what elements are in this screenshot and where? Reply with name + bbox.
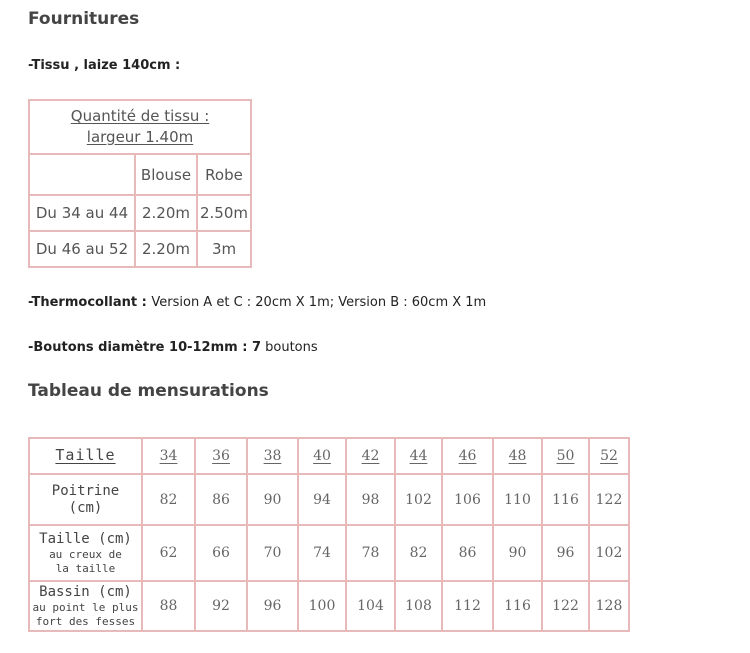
table-row	[29, 474, 629, 525]
table-row	[29, 525, 629, 581]
row-label-hips: Bassin (cm) au point le plus fort des fesses	[29, 581, 142, 631]
size-header-cell: 44	[395, 438, 442, 474]
fabric-row-label: Du 46 au 52	[29, 231, 135, 267]
measure-cell: 86	[195, 474, 247, 525]
measure-cell: 100	[298, 581, 346, 631]
measure-cell: 106	[442, 474, 493, 525]
fabric-value: 2.50m	[197, 195, 251, 231]
interfacing-separator: :	[137, 295, 152, 310]
measure-cell: 78	[346, 525, 395, 581]
size-header-cell: 48	[493, 438, 542, 474]
measure-cell: 82	[142, 474, 195, 525]
size-header-cell: 40	[298, 438, 346, 474]
measure-cell: 122	[589, 474, 629, 525]
fabric-col-robe: Robe	[197, 154, 251, 195]
fabric-row-label: Du 34 au 44	[29, 195, 135, 231]
measure-cell: 108	[395, 581, 442, 631]
fabric-table-heading-line2: largeur 1.40m	[86, 128, 194, 146]
buttons-unit: boutons	[261, 340, 318, 355]
fabric-table-row	[29, 195, 251, 231]
interfacing-text: Version A et C : 20cm X 1m; Version B : 60cm X 1m	[151, 295, 487, 310]
fabric-table-row	[29, 231, 251, 267]
fabric-line	[28, 58, 180, 73]
measure-cell: 74	[298, 525, 346, 581]
measure-cell: 70	[247, 525, 298, 581]
measure-cell: 96	[542, 525, 589, 581]
fabric-value: 2.20m	[135, 195, 197, 231]
interfacing-label: -Thermocollant	[28, 295, 138, 310]
buttons-label: -Boutons diamètre 10-12mm :	[28, 340, 252, 355]
fabric-table-heading	[29, 100, 251, 154]
buttons-line	[28, 340, 318, 355]
measure-cell: 102	[589, 525, 629, 581]
fabric-label: -Tissu , laize 140cm :	[28, 58, 181, 73]
fabric-value: 2.20m	[135, 231, 197, 267]
measure-cell: 88	[142, 581, 195, 631]
size-header-cell: 36	[195, 438, 247, 474]
size-header-cell: 38	[247, 438, 298, 474]
measurements-title: Tableau de mensurations	[28, 381, 269, 401]
measure-cell: 94	[298, 474, 346, 525]
measure-cell: 82	[395, 525, 442, 581]
size-header-cell: 52	[589, 438, 629, 474]
measure-cell: 98	[346, 474, 395, 525]
size-header-cell: 50	[542, 438, 589, 474]
measure-cell: 116	[493, 581, 542, 631]
size-header-cell: 46	[442, 438, 493, 474]
size-header-cell: 34	[142, 438, 195, 474]
row-label-waist: Taille (cm) au creux de la taille	[29, 525, 142, 581]
measure-cell: 90	[247, 474, 298, 525]
fabric-col-blouse: Blouse	[135, 154, 197, 195]
measure-cell: 86	[442, 525, 493, 581]
fabric-table-heading-line1: Quantité de tissu :	[70, 107, 210, 125]
interfacing-line	[28, 295, 486, 310]
measure-cell: 128	[589, 581, 629, 631]
size-header-label: Taille	[29, 438, 142, 474]
measure-cell: 66	[195, 525, 247, 581]
table-row	[29, 581, 629, 631]
measure-cell: 92	[195, 581, 247, 631]
measure-cell: 62	[142, 525, 195, 581]
fabric-value: 3m	[197, 231, 251, 267]
fabric-table-empty-cell	[29, 154, 135, 195]
measure-cell: 96	[247, 581, 298, 631]
buttons-count: 7	[251, 340, 261, 355]
size-header-row	[29, 438, 629, 474]
supplies-title: Fournitures	[28, 9, 140, 29]
measurements-table	[28, 437, 630, 632]
measure-cell: 90	[493, 525, 542, 581]
measure-cell: 122	[542, 581, 589, 631]
measure-cell: 116	[542, 474, 589, 525]
size-header-cell: 42	[346, 438, 395, 474]
fabric-quantity-table	[28, 99, 252, 268]
row-label-chest: Poitrine (cm)	[29, 474, 142, 525]
measure-cell: 102	[395, 474, 442, 525]
measure-cell: 112	[442, 581, 493, 631]
measure-cell: 104	[346, 581, 395, 631]
measure-cell: 110	[493, 474, 542, 525]
